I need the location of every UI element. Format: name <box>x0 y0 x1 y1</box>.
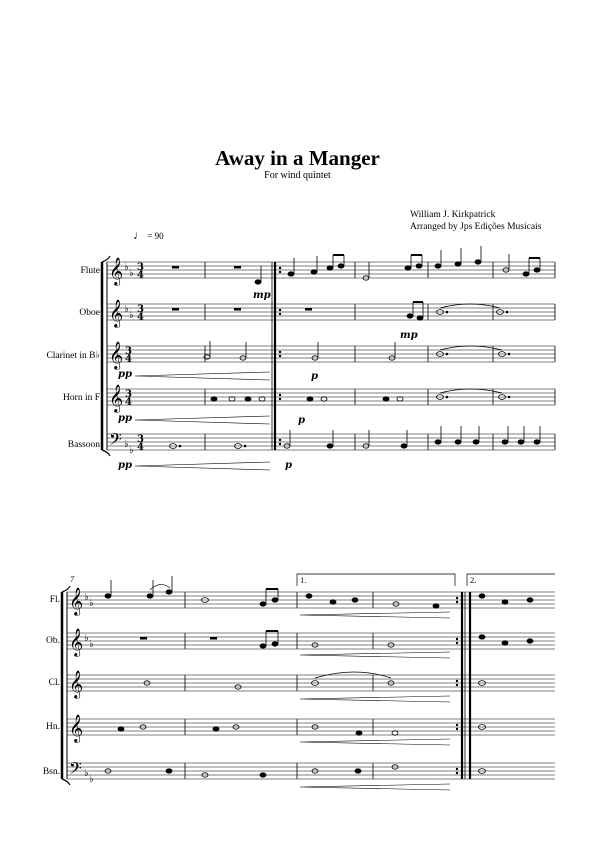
whole-rest <box>234 266 241 269</box>
instrument-label-clarinet: Clarinet in B♭ <box>46 351 100 361</box>
svg-text:4: 4 <box>137 312 144 323</box>
svg-text:3: 3 <box>125 389 132 400</box>
treble-clef-icon: 𝄞 <box>69 587 84 615</box>
instrument-label-oboe: Oboe <box>79 308 100 318</box>
instrument-label-horn: Horn in F <box>63 393 100 403</box>
instrument-label-ob: Ob. <box>46 636 60 646</box>
instrument-label-bassoon: Bassoon <box>67 440 100 450</box>
svg-text:3: 3 <box>125 346 132 357</box>
volta-2-label: 2. <box>470 575 477 585</box>
flat-icon: ♭ <box>89 598 94 609</box>
dynamic-p: p <box>298 415 305 426</box>
instrument-label-cl: Cl. <box>48 678 60 688</box>
score-subtitle: For wind quintet <box>264 170 331 181</box>
treble-clef-icon: 𝄞 <box>69 714 84 742</box>
staff-clarinet <box>107 346 555 362</box>
notes-system2 <box>105 576 533 777</box>
dynamic-mp: mp <box>400 330 418 341</box>
treble-clef-icon: 𝄞 <box>109 299 124 327</box>
dynamic-p: p <box>311 371 318 382</box>
whole-rest <box>234 308 241 311</box>
flat-icon: ♭ <box>89 774 94 785</box>
flat-icon: ♭ <box>129 310 134 321</box>
svg-text:4: 4 <box>125 397 132 408</box>
dynamic-p: p <box>285 460 292 471</box>
volta-1-label: 1. <box>300 575 307 585</box>
system-2 <box>62 574 555 785</box>
staff-horn <box>107 389 555 405</box>
measure-number: 7 <box>70 575 74 584</box>
flat-icon: ♭ <box>124 304 129 315</box>
treble-clef-icon: 𝄞 <box>69 628 84 656</box>
bass-clef-icon: 𝄢 <box>69 758 82 782</box>
flat-icon: ♭ <box>84 633 89 644</box>
instrument-label-flute: Flute <box>80 266 100 276</box>
bass-clef-icon: 𝄢 <box>109 429 122 453</box>
staff-bsn <box>67 763 555 779</box>
dynamic-pp: pp <box>118 369 132 380</box>
treble-clef-icon: 𝄞 <box>109 384 124 412</box>
flat-icon: ♭ <box>124 262 129 273</box>
svg-text:3: 3 <box>137 434 144 445</box>
flat-icon: ♭ <box>129 445 134 456</box>
score-title: Away in a Manger <box>215 146 380 170</box>
arranger: Arranged by Jps Edições Musicais <box>410 222 542 232</box>
treble-clef-icon: 𝄞 <box>69 670 84 698</box>
quarter-note-icon: ♩ <box>133 228 145 242</box>
flat-icon: ♭ <box>84 768 89 779</box>
treble-clef-icon: 𝄞 <box>109 341 124 369</box>
svg-text:3: 3 <box>137 304 144 315</box>
dynamic-mp: mp <box>253 290 271 301</box>
svg-text:3: 3 <box>137 262 144 273</box>
flat-icon: ♭ <box>129 268 134 279</box>
time-signature <box>125 262 144 453</box>
svg-text:4: 4 <box>137 270 144 281</box>
staff-cl <box>67 675 555 691</box>
dynamic-pp: pp <box>118 413 132 424</box>
whole-rest <box>172 308 179 311</box>
dynamic-pp: pp <box>118 460 132 471</box>
repeat-dots <box>456 597 458 774</box>
composer: William J. Kirkpatrick <box>410 210 496 220</box>
instrument-label-hn: Hn. <box>46 722 60 732</box>
system-1 <box>102 256 555 456</box>
whole-rest <box>140 637 147 640</box>
whole-rest <box>210 637 217 640</box>
flat-icon: ♭ <box>89 639 94 650</box>
flat-icon: ♭ <box>124 439 129 450</box>
repeat-dots <box>279 267 281 445</box>
whole-rest <box>305 308 312 311</box>
tempo-value: = 90 <box>147 231 164 241</box>
svg-text:4: 4 <box>125 354 132 365</box>
svg-text:4: 4 <box>137 442 144 453</box>
whole-rest <box>172 266 179 269</box>
flat-icon: ♭ <box>84 592 89 603</box>
hairpins-system1 <box>135 372 270 470</box>
barlines-system2 <box>185 592 470 779</box>
staff-oboe <box>107 304 555 320</box>
treble-clef-icon: 𝄞 <box>109 257 124 285</box>
instrument-label-fl: Fl. <box>49 595 60 605</box>
instrument-label-bsn: Bsn. <box>42 767 60 777</box>
